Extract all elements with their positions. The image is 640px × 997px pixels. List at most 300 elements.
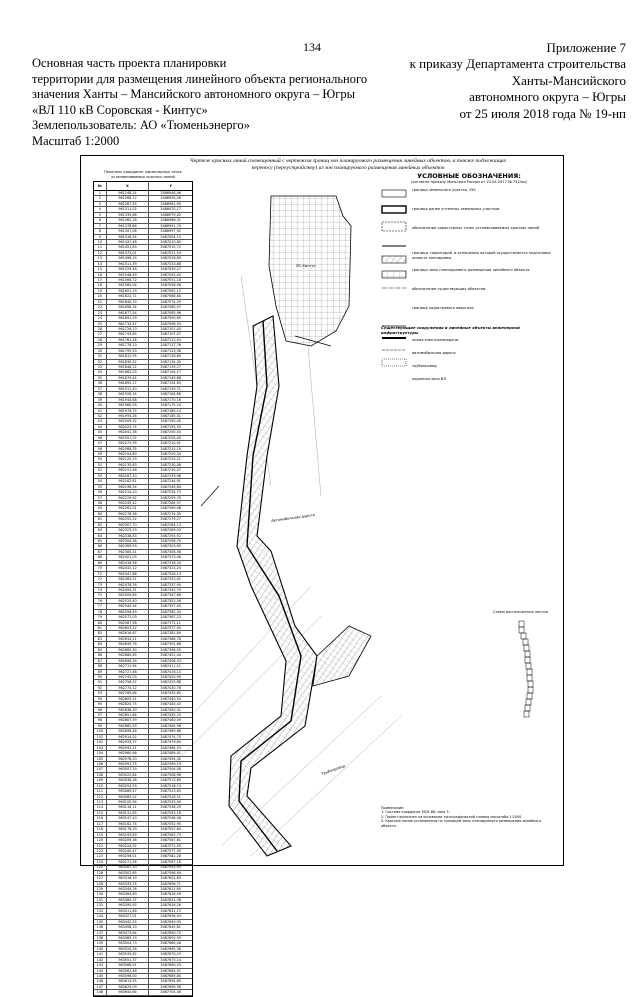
table-cell: 961473,01 — [107, 251, 150, 255]
table-cell: 3487694,69 — [160, 979, 181, 984]
table-cell: 25 — [94, 322, 107, 326]
table-cell: 963116,11 — [107, 805, 150, 809]
table-cell: 961266,12 — [107, 196, 150, 200]
table-cell: 22 — [94, 305, 107, 309]
appendix-line: Приложение 7 — [546, 40, 626, 55]
table-cell: 3487051,18 — [160, 278, 181, 282]
table-cell: 53 — [94, 474, 107, 478]
legend-item-label: линия электропередачи — [412, 338, 459, 343]
table-cell: 961895,27 — [107, 381, 150, 385]
table-cell: 962945,11 — [107, 746, 150, 750]
table-cell: 3487479,64 — [160, 740, 181, 745]
table-cell: 3487139,27 — [160, 365, 181, 369]
table-cell: 70 — [94, 566, 107, 570]
table-cell: 962509,85 — [107, 593, 150, 597]
table-cell: 64 — [94, 534, 107, 538]
table-cell: 3487205,40 — [160, 435, 181, 440]
table-cell: 961416,54 — [107, 235, 150, 239]
notes — [381, 806, 557, 828]
table-body — [94, 191, 192, 996]
table-cell: 963473,64 — [107, 931, 150, 935]
table-cell: 961928,14 — [107, 392, 150, 396]
table-cell: 962323,29 — [107, 528, 150, 532]
table-cell: 3487144,17 — [160, 370, 181, 375]
table-cell: 105 — [94, 757, 107, 761]
table-cell: 3487396,55 — [160, 647, 181, 652]
table-cell: 3487289,03 — [160, 528, 181, 533]
legend-item — [412, 306, 557, 320]
table-cell: 963131,65 — [107, 811, 150, 815]
table-cell: 34 — [94, 370, 107, 374]
table-cell: 122 — [94, 849, 107, 853]
header-line: Основная часть проекта планировки — [32, 56, 227, 70]
appendix-header — [336, 40, 626, 122]
table-cell: 3487518,74 — [160, 783, 181, 788]
table-cell: 3487445,43 — [160, 702, 181, 707]
table-cell: 119 — [94, 833, 107, 837]
table-cell: 961658,34 — [107, 305, 150, 309]
table-cell: 3487411,21 — [160, 664, 181, 669]
table-cell: 961585,04 — [107, 283, 150, 287]
table-cell: 961960,93 — [107, 403, 150, 407]
table-cell: 962680,85 — [107, 653, 150, 657]
table-cell: 97 — [94, 713, 107, 717]
table-cell: 3487670,25 — [160, 952, 181, 957]
table-cell: 65 — [94, 539, 107, 543]
table-cell: 24 — [94, 316, 107, 320]
table-cell: 82 — [94, 631, 107, 635]
table-cell: 962665,30 — [107, 648, 150, 652]
table-cell: 140 — [94, 947, 107, 951]
table-cell: 3487239,96 — [160, 473, 181, 478]
table-cell: 117 — [94, 822, 107, 826]
table-cell: 3487112,54 — [160, 337, 181, 342]
table-cell: 3487235,07 — [160, 468, 181, 473]
legend — [381, 172, 557, 390]
table-cell: 7 — [94, 224, 107, 228]
table-cell: 962851,84 — [107, 713, 150, 717]
table-cell: 3487425,88 — [160, 680, 181, 685]
table-cell: 20 — [94, 294, 107, 298]
table-cell: 3487572,50 — [160, 843, 181, 848]
table-cell: 3487660,48 — [160, 941, 181, 946]
legend-item-label: граница кадастрового квартала — [412, 306, 474, 311]
table-cell: 99 — [94, 724, 107, 728]
table-cell: 963022,84 — [107, 773, 150, 777]
table-cell: 3487430,76 — [160, 685, 181, 690]
table-cell: 47 — [94, 441, 107, 445]
table-cell: 33 — [94, 365, 107, 369]
table-cell: 80 — [94, 621, 107, 625]
table-cell: 3487284,13 — [160, 522, 181, 527]
table-cell: 145 — [94, 974, 107, 978]
table-cell: 962120,19 — [107, 457, 150, 461]
table-cell: 32 — [94, 360, 107, 364]
legend-item-label: обозначение существующих объектов — [412, 287, 486, 292]
table-cell: 962072,99 — [107, 441, 150, 445]
table-cell: 3487028,89 — [160, 256, 181, 261]
table-cell: 962774,12 — [107, 686, 150, 690]
table-cell: 3487149,68 — [160, 375, 181, 380]
table-cell: 961761,28 — [107, 338, 150, 342]
table-cell: 962711,94 — [107, 664, 150, 668]
table-cell: 963162,74 — [107, 822, 150, 826]
table-cell: 92 — [94, 686, 107, 690]
table-cell: 3487244,91 — [160, 479, 181, 484]
table-cell: 3487045,40 — [160, 272, 181, 277]
table-cell: 961287,55 — [107, 202, 150, 206]
table-cell: 3487085,96 — [160, 310, 181, 315]
appendix-line: автономного округа – Югры — [469, 89, 626, 105]
table-cell: 963395,92 — [107, 903, 150, 907]
table-cell: 93 — [94, 691, 107, 695]
table-cell: 104 — [94, 751, 107, 755]
legend-item — [412, 207, 557, 221]
table-cell: 962540,94 — [107, 604, 150, 608]
table-cell: 3487508,96 — [160, 772, 181, 777]
table-cell: 961862,03 — [107, 370, 150, 374]
legend-item — [412, 226, 557, 246]
legend-section-title: Существующие сооружения и линейные объекты инженерной инфраструктуры — [381, 325, 520, 335]
table-cell: 962385,51 — [107, 550, 150, 554]
table-cell: 3487675,14 — [160, 957, 181, 962]
table-cell: 114 — [94, 805, 107, 809]
legend-item — [412, 188, 557, 202]
table-cell: 50 — [94, 457, 107, 461]
table-cell: 962867,39 — [107, 718, 150, 722]
scheme-label: Схема расположения листов — [493, 610, 548, 614]
table-cell: 3487357,45 — [160, 604, 181, 609]
table-cell: 961726,13 — [107, 327, 150, 331]
table-cell: 116 — [94, 816, 107, 820]
table-cell: 3487391,66 — [160, 642, 181, 647]
table-cell: 3487328,13 — [160, 571, 181, 576]
table-cell: 3487195,55 — [160, 424, 181, 429]
table-cell: 86 — [94, 653, 107, 657]
table-cell: 962991,75 — [107, 762, 150, 766]
table-cell: 963007,29 — [107, 767, 150, 771]
table-cell: 127 — [94, 876, 107, 880]
table-cell: 3487154,63 — [160, 381, 181, 386]
table-cell: 45 — [94, 430, 107, 434]
table-cell: 961339,86 — [107, 213, 150, 217]
table-row — [94, 990, 192, 995]
table-cell: 962198,54 — [107, 485, 150, 489]
table-cell: 3487640,93 — [160, 919, 181, 924]
table-cell: 3487689,80 — [160, 974, 181, 978]
table-cell: 962758,57 — [107, 680, 150, 684]
table-cell: 962805,21 — [107, 697, 150, 701]
legend-item-label: трубопровод — [412, 364, 437, 369]
table-cell: 41 — [94, 409, 107, 413]
table-cell: 3487128,80 — [160, 354, 181, 359]
table-cell: 963380,37 — [107, 898, 150, 902]
table-cell: 12 — [94, 251, 107, 255]
table-cell: 962432,12 — [107, 566, 150, 570]
header-line: значения Ханты – Мансийского автономного округа – Югры — [32, 87, 355, 102]
table-cell: 3487626,26 — [160, 903, 181, 908]
legend-item — [412, 251, 557, 263]
coordinates-grid — [93, 181, 193, 997]
legend-item-label: обозначение характерных точек устанавливаемых красных линий — [412, 226, 540, 231]
column-header: № — [94, 182, 107, 190]
table-cell: 3487033,68 — [160, 261, 181, 266]
table-cell: 963193,83 — [107, 833, 150, 837]
table-cell: 144 — [94, 969, 107, 973]
table-cell: 102 — [94, 740, 107, 744]
table-cell: 4 — [94, 207, 107, 211]
table-cell: 81 — [94, 626, 107, 630]
table-cell: 109 — [94, 778, 107, 782]
table-cell: 3487435,65 — [160, 691, 181, 696]
table-cell: 961437,48 — [107, 240, 150, 244]
table-cell: 126 — [94, 871, 107, 875]
table-cell: 961976,75 — [107, 409, 150, 413]
table-cell: 85 — [94, 648, 107, 652]
road-label: Автомобильная дорога — [270, 512, 315, 524]
table-cell: 3487420,99 — [160, 674, 181, 679]
table-cell: 128 — [94, 882, 107, 886]
table-cell: 962914,02 — [107, 735, 150, 739]
table-cell: 962494,31 — [107, 588, 150, 592]
table-cell: 3487215,19 — [160, 446, 181, 451]
appendix-line: Ханты-Мансийского — [511, 72, 626, 88]
table-cell: 962836,30 — [107, 708, 150, 712]
table-cell: 962025,74 — [107, 425, 150, 429]
table-cell: 115 — [94, 811, 107, 815]
table-cell: 88 — [94, 664, 107, 668]
table-cell: 963551,37 — [107, 958, 150, 962]
note-line: 1. Система координат МСК-86, зона 3. — [381, 810, 450, 815]
table-cell: 3487645,81 — [160, 925, 181, 930]
table-cell: 961640,33 — [107, 300, 150, 304]
table-cell: 38 — [94, 392, 107, 396]
table-cell: 87 — [94, 659, 107, 663]
table-cell: 3487117,76 — [160, 343, 181, 348]
table-cell: 963085,02 — [107, 795, 150, 799]
table-cell: 3487175,24 — [160, 403, 181, 408]
table-cell: 961846,22 — [107, 365, 150, 369]
table-cell: 3487107,07 — [160, 332, 181, 337]
table-cell: 963147,20 — [107, 816, 150, 820]
legend-item — [412, 338, 557, 346]
table-cell: 3487655,59 — [160, 935, 181, 940]
table-cell: 3487220,34 — [160, 452, 181, 456]
table-cell: 3487170,16 — [160, 397, 181, 402]
table-cell: 962088,35 — [107, 447, 150, 451]
table-cell: 962338,83 — [107, 534, 150, 538]
legend-item — [412, 377, 557, 385]
table-cell: 83 — [94, 637, 107, 641]
table-cell: 3487210,41 — [160, 441, 181, 446]
station-label: ПС Кинтус — [296, 264, 316, 268]
table-cell: 29 — [94, 343, 107, 347]
table-cell: 962960,66 — [107, 751, 150, 755]
table-cell: 963504,73 — [107, 941, 150, 945]
table-cell: 3486955,08 — [160, 196, 181, 201]
table-cell: 3487274,35 — [160, 511, 181, 516]
table-cell: 26 — [94, 327, 107, 331]
column-header: Y — [169, 184, 172, 188]
table-cell: 3487269,48 — [160, 506, 181, 511]
table-cell: 3487074,29 — [160, 299, 181, 304]
table-cell: 103 — [94, 746, 107, 750]
table-cell: 3487347,68 — [160, 593, 181, 598]
table-cell: 107 — [94, 767, 107, 771]
table-cell: 961710,47 — [107, 322, 150, 326]
table-cell: 30 — [94, 349, 107, 353]
table-cell: 963411,46 — [107, 909, 150, 913]
table-cell: 124 — [94, 860, 107, 864]
table-cell: 42 — [94, 414, 107, 418]
table-cell: 3487381,89 — [160, 631, 181, 636]
table-cell: 963053,93 — [107, 784, 150, 788]
table-cell: 118 — [94, 827, 107, 831]
table-cell: 3487567,61 — [160, 838, 181, 843]
table-cell: 1 — [94, 191, 107, 195]
map-sheet — [80, 155, 564, 995]
table-cell: 963038,38 — [107, 778, 150, 782]
table-cell: 962789,66 — [107, 691, 150, 695]
table-cell: 3487684,91 — [160, 968, 181, 973]
legend-item — [412, 351, 557, 359]
table-cell: 961248,24 — [107, 191, 150, 195]
note-line: 3. Красные линии установлены по границам зоны планируемого размещения линейного объекта. — [381, 819, 542, 828]
table-cell: 49 — [94, 452, 107, 456]
table-cell: 142 — [94, 958, 107, 962]
table-cell: 961397,06 — [107, 229, 150, 233]
table-cell: 98 — [94, 718, 107, 722]
table-cell: 77 — [94, 604, 107, 608]
table-cell: 963644,64 — [107, 990, 150, 994]
table-cell: 3487587,16 — [160, 859, 181, 864]
table-cell: 961778,10 — [107, 343, 150, 347]
table-cell: 37 — [94, 387, 107, 391]
table-cell: 961677,54 — [107, 311, 150, 315]
table-cell: 69 — [94, 561, 107, 565]
column-header: X — [107, 182, 150, 190]
table-cell: 31 — [94, 354, 107, 358]
table-cell: 123 — [94, 854, 107, 858]
table-cell: 95 — [94, 702, 107, 706]
table-cell: 3487164,88 — [160, 392, 181, 397]
table-cell: 135 — [94, 920, 107, 924]
table-cell: 3487538,29 — [160, 805, 181, 810]
table-cell: 962167,10 — [107, 474, 150, 478]
table-cell: 961496,15 — [107, 256, 150, 260]
table-cell: 963582,46 — [107, 969, 150, 973]
table-cell: 3487440,54 — [160, 696, 181, 701]
table-cell: 60 — [94, 512, 107, 516]
table-cell: 3487699,58 — [160, 984, 181, 989]
table-cell: 101 — [94, 735, 107, 739]
table-cell: 3486986,31 — [160, 218, 181, 223]
table-cell: 75 — [94, 593, 107, 597]
table-cell: 3487401,44 — [160, 653, 181, 658]
table-cell: 3487611,60 — [160, 887, 181, 891]
table-cell: 11 — [94, 245, 107, 249]
table-cell: 3487080,07 — [160, 305, 181, 310]
table-cell: 68 — [94, 555, 107, 559]
table-cell: 963489,19 — [107, 936, 150, 940]
table-cell: 137 — [94, 931, 107, 935]
table-cell: 3487616,49 — [160, 892, 181, 897]
table-cell: 3487489,41 — [160, 751, 181, 756]
table-cell: 3487621,38 — [160, 897, 181, 902]
table-cell: 9 — [94, 235, 107, 239]
table-cell: 3487200,43 — [160, 430, 181, 435]
table-cell: 963535,82 — [107, 952, 150, 956]
table-cell: 962649,76 — [107, 642, 150, 646]
table-cell: 963209,38 — [107, 838, 150, 842]
table-cell: 43 — [94, 419, 107, 423]
table-cell: 961993,26 — [107, 414, 150, 418]
legend-title: УСЛОВНЫЕ ОБОЗНАЧЕНИЯ: — [417, 172, 521, 180]
table-cell: 963613,55 — [107, 979, 150, 983]
table-cell: 35 — [94, 376, 107, 380]
table-cell: 3487596,94 — [160, 870, 181, 875]
table-cell: 3487015,72 — [160, 245, 181, 250]
table-cell: 962743,03 — [107, 675, 150, 679]
table-cell: 961743,65 — [107, 332, 150, 336]
table-cell: 71 — [94, 572, 107, 576]
table-cell: 3487318,34 — [160, 560, 181, 565]
table-cell: 61 — [94, 517, 107, 521]
table-cell: 3487308,58 — [160, 549, 181, 554]
table-cell: 84 — [94, 642, 107, 646]
table-cell: 129 — [94, 887, 107, 891]
table-cell: 963318,19 — [107, 876, 150, 880]
legend-item-label: граница земельного участка, ЗУ1 — [412, 188, 477, 193]
table-cell: 132 — [94, 903, 107, 907]
table-cell: 961879,44 — [107, 376, 150, 380]
table-cell: 134 — [94, 914, 107, 918]
table-cell: 3486997,92 — [160, 229, 181, 234]
table-cell: 962276,58 — [107, 512, 150, 516]
table-cell: 3487230,08 — [160, 462, 181, 467]
table-cell: 14 — [94, 262, 107, 266]
table-cell: 961378,86 — [107, 224, 150, 228]
table-cell: 963349,28 — [107, 887, 150, 891]
table-cell: 57 — [94, 496, 107, 500]
table-cell: 3487464,98 — [160, 723, 181, 728]
table-cell: 961911,40 — [107, 387, 150, 391]
table-cell: 3487577,39 — [160, 848, 181, 853]
table-cell: 962634,21 — [107, 637, 150, 641]
table-cell: 962618,67 — [107, 631, 150, 635]
table-cell: 52 — [94, 468, 107, 472]
table-cell: 54 — [94, 479, 107, 483]
table-cell: 963458,10 — [107, 925, 150, 929]
table-cell: 3487592,05 — [160, 865, 181, 870]
table-cell: 3487333,01 — [160, 577, 181, 582]
table-cell: 16 — [94, 273, 107, 277]
table-cell: 3487406,33 — [160, 658, 181, 663]
table-cell: 146 — [94, 979, 107, 983]
table-cell: 36 — [94, 381, 107, 385]
table-cell: 67 — [94, 550, 107, 554]
table-cell: 106 — [94, 762, 107, 766]
table-cell: 963520,28 — [107, 947, 150, 951]
table-cell: 3487101,43 — [160, 326, 181, 331]
table-cell: 963598,00 — [107, 974, 150, 978]
table-cell: 5 — [94, 213, 107, 217]
table-cell: 961529,48 — [107, 267, 150, 271]
table-cell: 3487377,00 — [160, 626, 181, 630]
page-number: 134 — [303, 40, 321, 54]
table-cell: 133 — [94, 909, 107, 913]
table-cell: 962603,12 — [107, 626, 150, 630]
